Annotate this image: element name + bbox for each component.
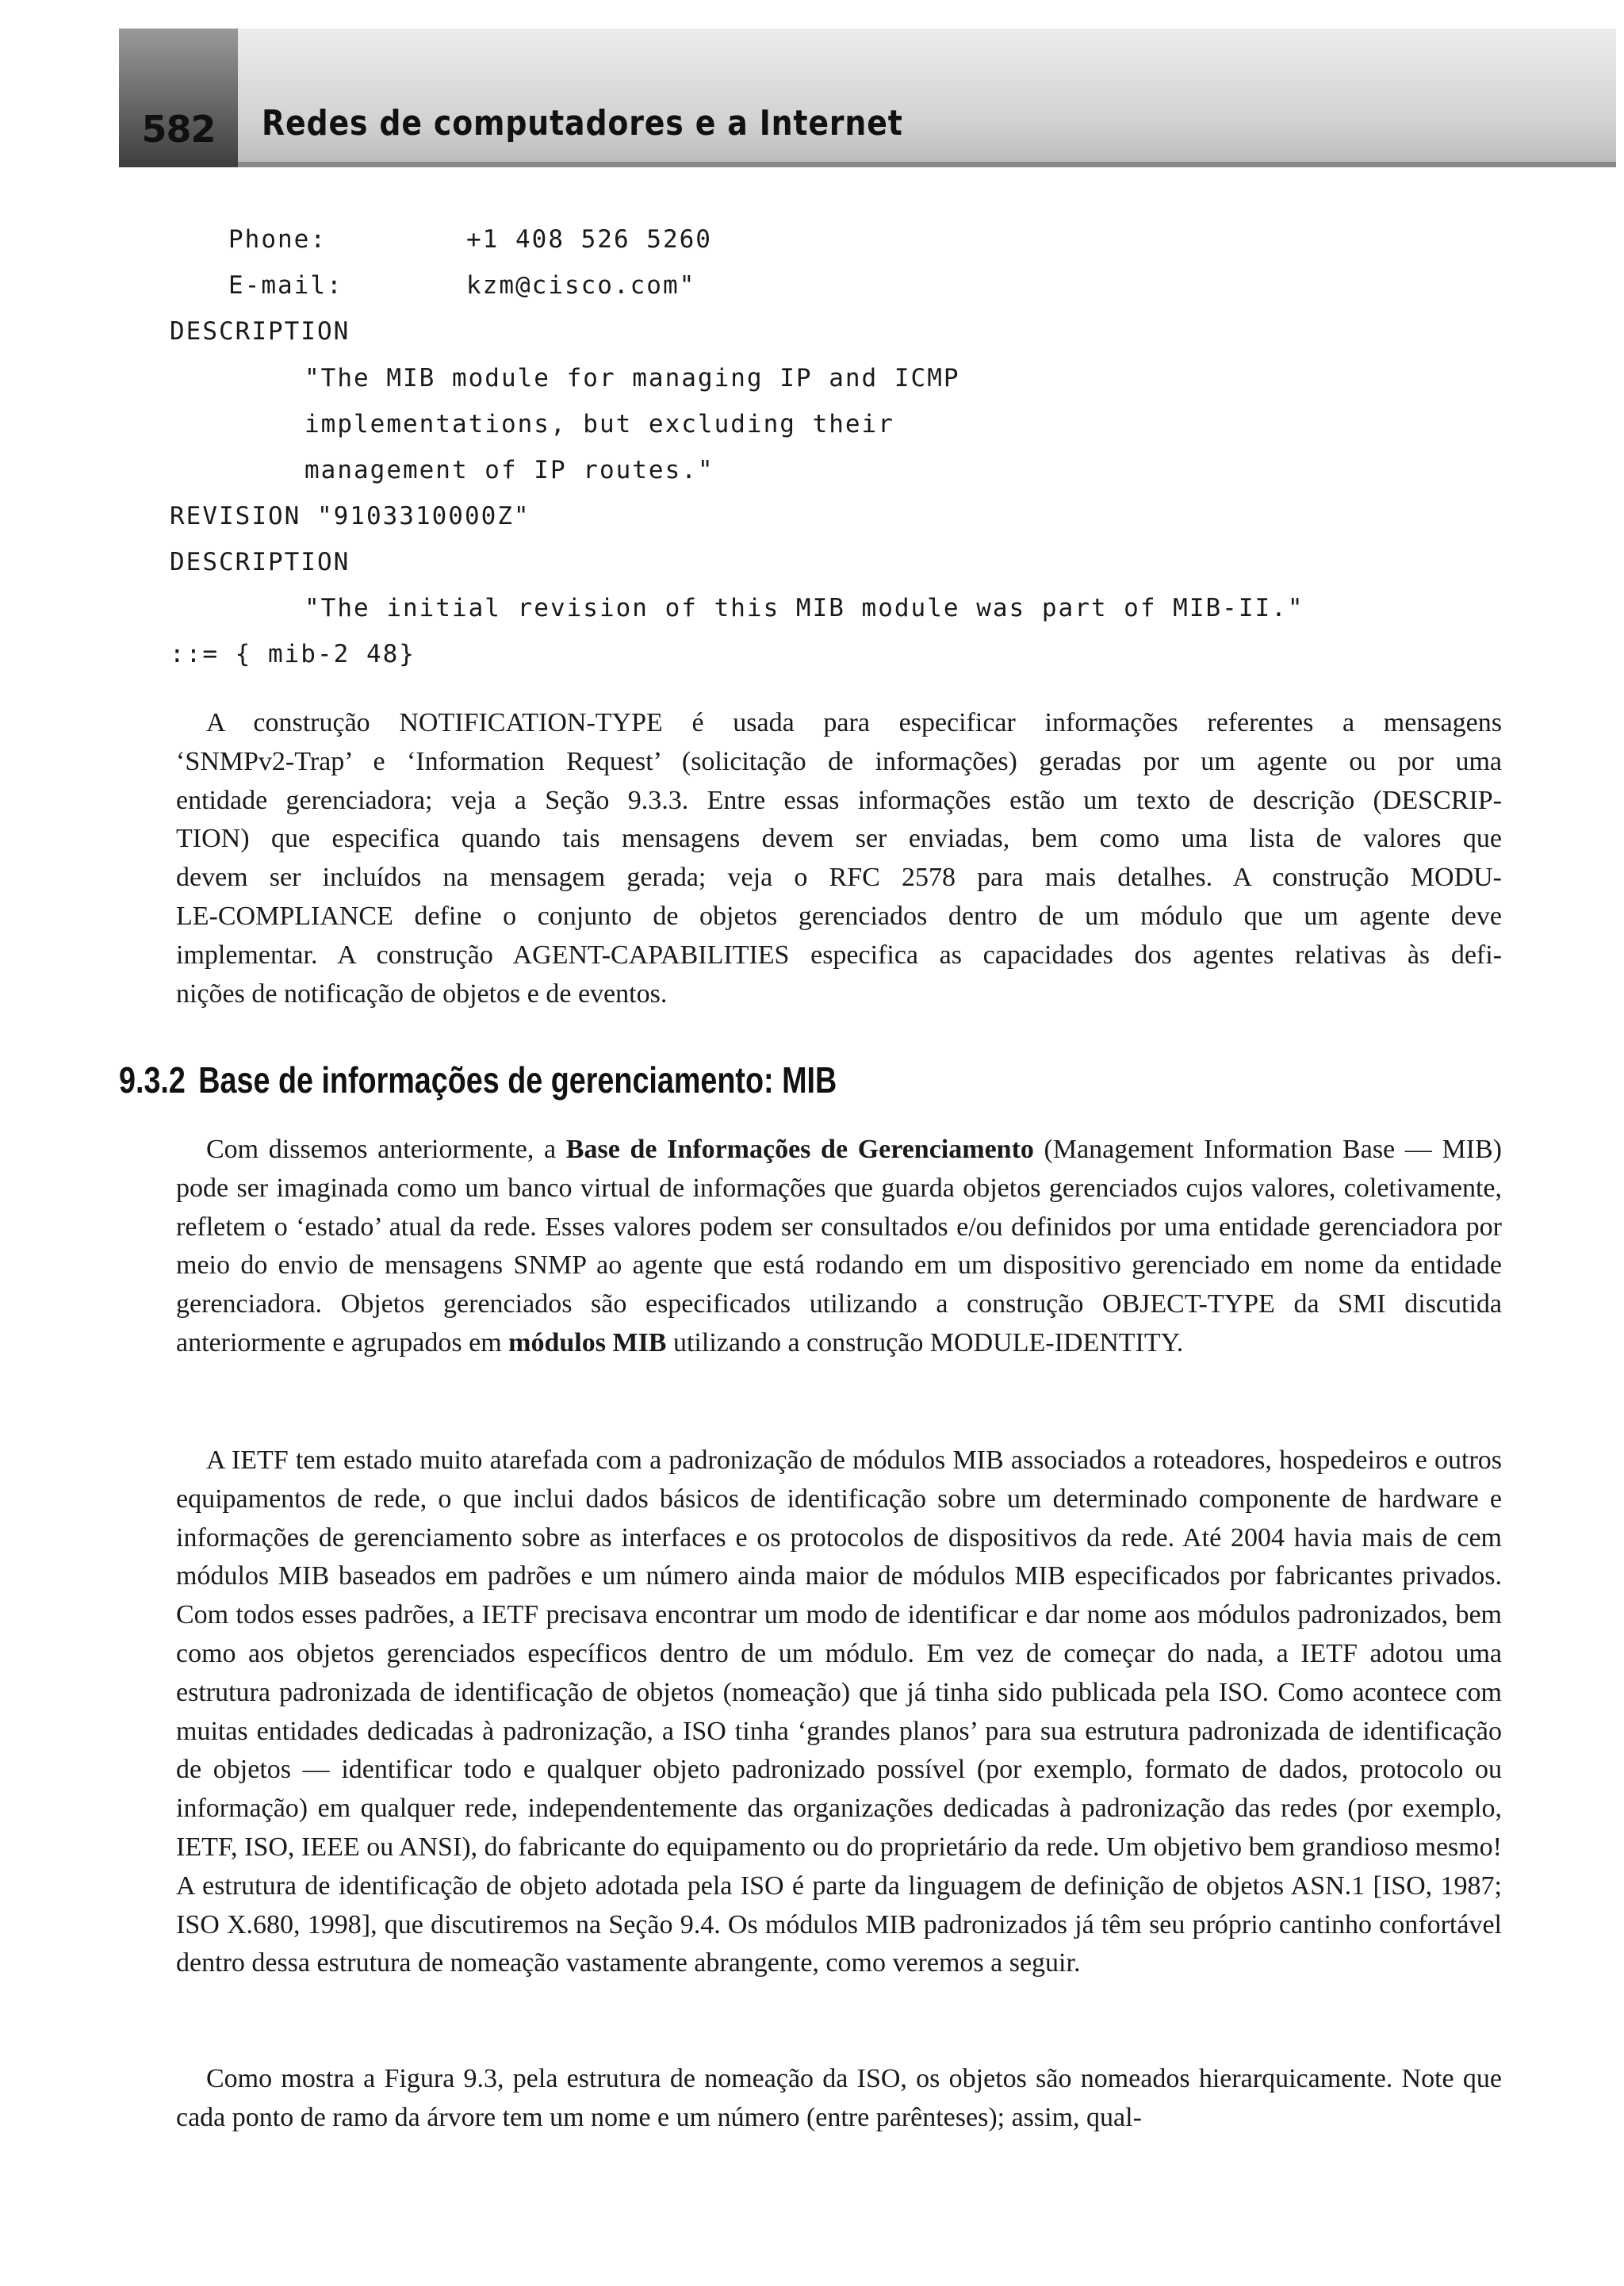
section-heading [119,1059,837,1101]
code-description-line: management of IP routes." [304,456,714,484]
paragraph-notification-type [176,704,1502,1013]
code-assignment: ::= { mib-2 48} [170,640,416,668]
paragraph-line: ‘SNMPv2-Trap’ e ‘Information Request’ (solicitação de informações) geradas por um agente ou por uma [176,746,1502,776]
bold-term-mib-modules: módulos MIB [508,1327,667,1357]
code-description-keyword: DESCRIPTION [170,548,350,576]
paragraph-ietf-standardization [176,1442,1502,1983]
paragraph-mib-intro [176,1131,1502,1363]
paragraph-line: A construção NOTIFICATION-TYPE é usada para especificar informações referentes a mensagens [206,708,1502,737]
code-email-value: kzm@cisco.com" [466,271,696,300]
section-number: 9.3.2 [119,1059,186,1101]
bold-term-mib: Base de Informações de Gerenciamento [565,1135,1034,1164]
paragraph-text: Como mostra a Figura 9.3, pela estrutura de nomeação da ISO, os objetos são nomeados hierarquicamente. Note que cada ponto de ramo da árvore tem um nome e um número (entre parênteses); assim, qual- [176,2064,1502,2132]
code-description-line: "The MIB module for managing IP and ICMP [304,364,960,392]
paragraph-text: A IETF tem estado muito atarefada com a padronização de módulos MIB associados a roteadores, hospedeiros e outros equipamentos de rede, o que inclui dados básicos de identificação sobre um determinado componente de hardware e informações de gerenciamento sobre as interfaces e os protocolos de dispositivos da rede. Até 2004 havia mais de cem módulos MIB baseados em padrões e um número ainda maior de módulos MIB especificados por fabricantes privados. Com todos esses padrões, a IETF precisava encontrar um modo de identificar e dar nome aos módulos padronizados, bem como aos objetos gerenciados específicos dentro de um módulo. Em vez de começar do nada, a IETF adotou uma estrutura padronizada de identificação de objetos (nomeação) que já tinha sido publicada pela ISO. Como acontece com muitas entidades dedicadas à padronização, a ISO tinha ‘grandes planos’ para sua estrutura padronizada de identificação de objetos — identificar todo e qualquer objeto padronizado possível (por exemplo, formato de dados, protocolo ou informação) em qualquer rede, independentemente das organizações dedicadas à padronização das redes (por exemplo, IETF, ISO, IEEE ou ANSI), do fabricante do equipamento ou do proprietário da rede. Um objetivo bem grandioso mesmo! A estrutura de identificação de objeto adotada pela ISO é parte da linguagem de definição de objetos ASN.1 [ISO, 1987; ISO X.680, 1998], que discutiremos na Seção 9.4. Os módulos MIB padronizados já têm seu próprio cantinho confortável dentro dessa estrutura de nomeação vastamente abrangente, como veremos a seguir. [176,1446,1502,1978]
code-phone-label: Phone: [228,225,327,254]
page-number-box [119,29,238,167]
paragraph-line: nições de notificação de objetos e de eventos. [176,978,668,1009]
code-email-label: E-mail: [228,271,343,300]
paragraph-line: LE-COMPLIANCE define o conjunto de objetos gerenciados dentro de um módulo que um agente deve [176,901,1502,931]
paragraph-text: (Management Information Base — MIB) pode ser imaginada como um banco virtual de informações que guarda objetos gerenciados cujos valores, coletivamente, refletem o ‘estado’ atual da rede. Esses valores podem ser consultados e/ou definidos por uma entidade gerenciadora por meio do envio de mensagens SNMP ao agente que está rodando em um dispositivo gerenciado em nome da entidade gerenciadora. Objetos gerenciados são especificados utilizando a construção OBJECT-TYPE da SMI discutida anteriormente e agrupados em [176,1135,1502,1357]
code-revision: REVISION "9103310000Z" [170,502,530,530]
paragraph-line: TION) que especifica quando tais mensagens devem ser enviadas, bem como uma lista de valores que [176,824,1502,854]
code-description-line: implementations, but excluding their [304,410,894,438]
running-title: Redes de computadores e a Internet [262,103,903,144]
page-number: 582 [141,108,216,151]
code-description-line: "The initial revision of this MIB module was part of MIB-II." [304,594,1304,622]
code-phone-value: +1 408 526 5260 [466,225,712,254]
running-header-bar [119,29,1616,167]
code-description-keyword: DESCRIPTION [170,317,350,346]
paragraph-line: devem ser incluídos na mensagem gerada; veja o RFC 2578 para mais detalhes. A construção MODU- [176,863,1502,893]
paragraph-text: utilizando a construção MODULE-IDENTITY. [666,1327,1184,1357]
paragraph-line: entidade gerenciadora; veja a Seção 9.3.3. Entre essas informações estão um texto de descrição (DESCRIP- [176,785,1502,815]
section-title: Base de informações de gerenciamento: MIB [198,1059,837,1101]
paragraph-figure-reference [176,2060,1502,2138]
paragraph-text: Com dissemos anteriormente, a [206,1135,566,1164]
paragraph-line: implementar. A construção AGENT-CAPABILITIES especifica as capacidades dos agentes relativas às defi- [176,940,1502,970]
